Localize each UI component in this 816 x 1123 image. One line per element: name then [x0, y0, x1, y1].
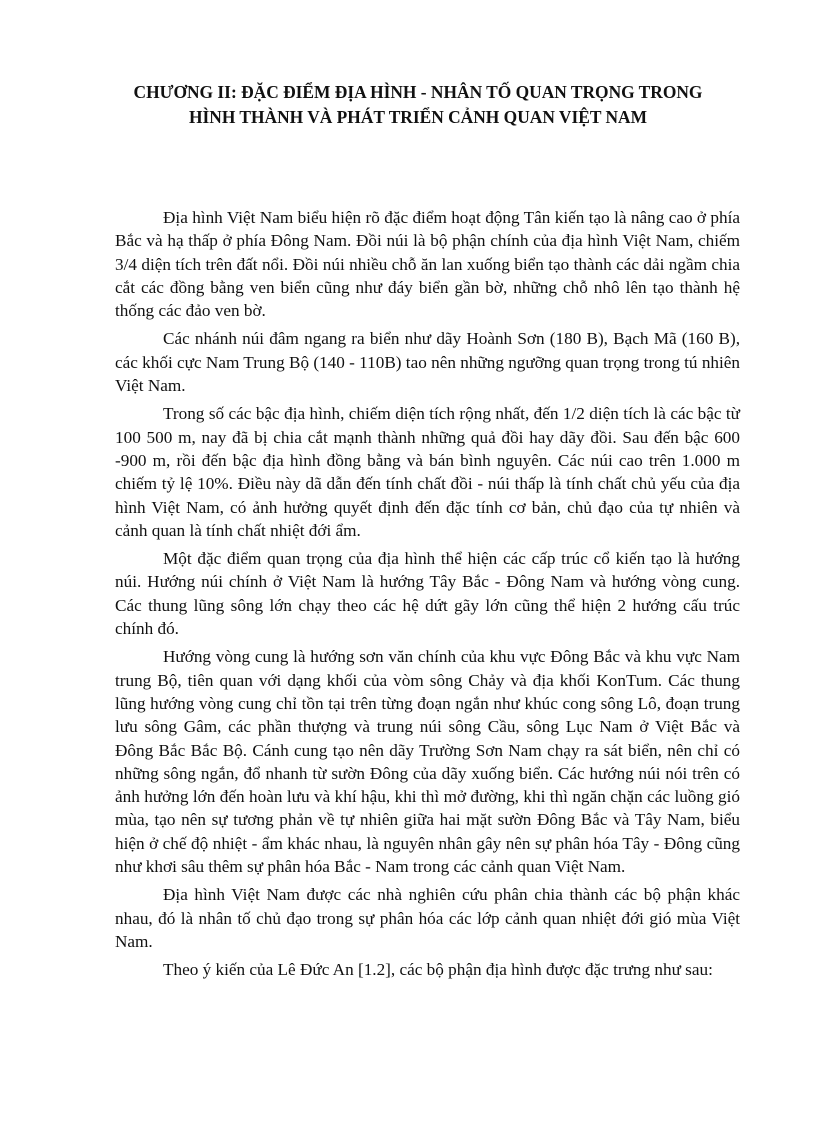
chapter-body — [115, 206, 740, 987]
paragraph-2: Các nhánh núi đâm ngang ra biển như dãy Hoành Sơn (180 B), Bạch Mã (160 B), các khối cực Nam Trung Bộ (140 - 110B) tao nên những ngưỡng quan trọng trong tú nhiên Việt Nam. — [115, 329, 740, 396]
chapter-title-line-1: CHƯƠNG II: ĐẶC ĐIỂM ĐỊA HÌNH - NHÂN TỐ QUAN TRỌNG TRONG — [133, 82, 703, 102]
paragraph-4: Một đặc điểm quan trọng của địa hình thể hiện các cấp trúc cổ kiến tạo là hướng núi. Hướng núi chính ở Việt Nam là hướng Tây Bắc - Đông Nam và hướng vòng cung. Các thung lũng sông lớn chạy theo các hệ dứt gãy lớn cũng thể hiện 2 hướng cấu trúc chính đó. — [115, 549, 740, 639]
paragraph-3: Trong số các bậc địa hình, chiếm diện tích rộng nhất, đến 1/2 diện tích là các bậc từ 100 500 m, nay đã bị chia cắt mạnh thành những quả đồi hay dãy đồi. Sau đến bậc 600 -900 m, rồi đến bậc địa hình đồng bằng và bán bình nguyên. Các núi cao trên 1.000 m chiếm tỷ lệ 10%. Điều này dã dẫn đến tính chất đồi - núi thấp là tính chất chủ yếu của địa hình Việt Nam, có ảnh hưởng quyết định đến đặc tính cơ bản, chủ đạo của tự nhiên và cảnh quan là tính chất nhiệt đới ẩm. — [115, 404, 740, 540]
chapter-title-line-2: HÌNH THÀNH VÀ PHÁT TRIỂN CẢNH QUAN VIỆT NAM — [188, 107, 648, 127]
paragraph-5: Hướng vòng cung là hướng sơn văn chính của khu vực Đông Bắc và khu vực Nam trung Bộ, tiên quan với dạng khối của vòm sông Chảy và địa khối KonTum. Các thung lũng hướng vòng cung chỉ tồn tại trên từng đoạn ngắn như khúc cong sông Lô, đoạn trung lưu sông Gâm, các phần thượng và trung núi sông Cầu, sông Lục Nam ở Việt Bắc và Đông Bắc Bắc Bộ. Cánh cung tạo nên dãy Trường Sơn Nam chạy ra sát biển, nên chỉ có những sông ngắn, đổ nhanh từ sườn Đông của dãy xuống biển. Các hướng núi nói trên có ảnh hưởng lớn đến hoàn lưu và khí hậu, khi thì mở đường, khi thì ngăn chặn các luồng gió mùa, tạo nên sự tương phản về tự nhiên giữa hai mặt sườn Đông Bắc và Tây Nam, biểu hiện ở chế độ nhiệt - ẩm khác nhau, là nguyên nhân gây nên sự phân hóa Tây - Đông cũng như khơi sâu thêm sự phân hóa Bắc - Nam trong các cảnh quan Việt Nam. — [115, 647, 740, 877]
paragraph-7: Theo ý kiến của Lê Đức An [1.2], các bộ phận địa hình được đặc trưng như sau: — [163, 960, 713, 980]
chapter-title — [96, 80, 740, 130]
paragraph-6: Địa hình Việt Nam được các nhà nghiên cứu phân chia thành các bộ phận khác nhau, đó là nhân tố chủ đạo trong sự phân hóa các lớp cảnh quan nhiệt đới gió mùa Việt Nam. — [115, 885, 740, 951]
paragraph-1: Địa hình Việt Nam biểu hiện rõ đặc điểm hoạt động Tân kiến tạo là nâng cao ở phía Bắc và hạ thấp ở phía Đông Nam. Đồi núi là bộ phận chính của địa hình Việt Nam, chiếm 3/4 diện tích trên đất nổi. Đồi núi nhiều chỗ ăn lan xuống biển tạo thành các dải ngầm chia cắt các đồng bằng ven biển cũng như đáy biển gần bờ, những chỗ nhô lên tạo thành hệ thống các đảo ven bờ. — [115, 208, 740, 321]
